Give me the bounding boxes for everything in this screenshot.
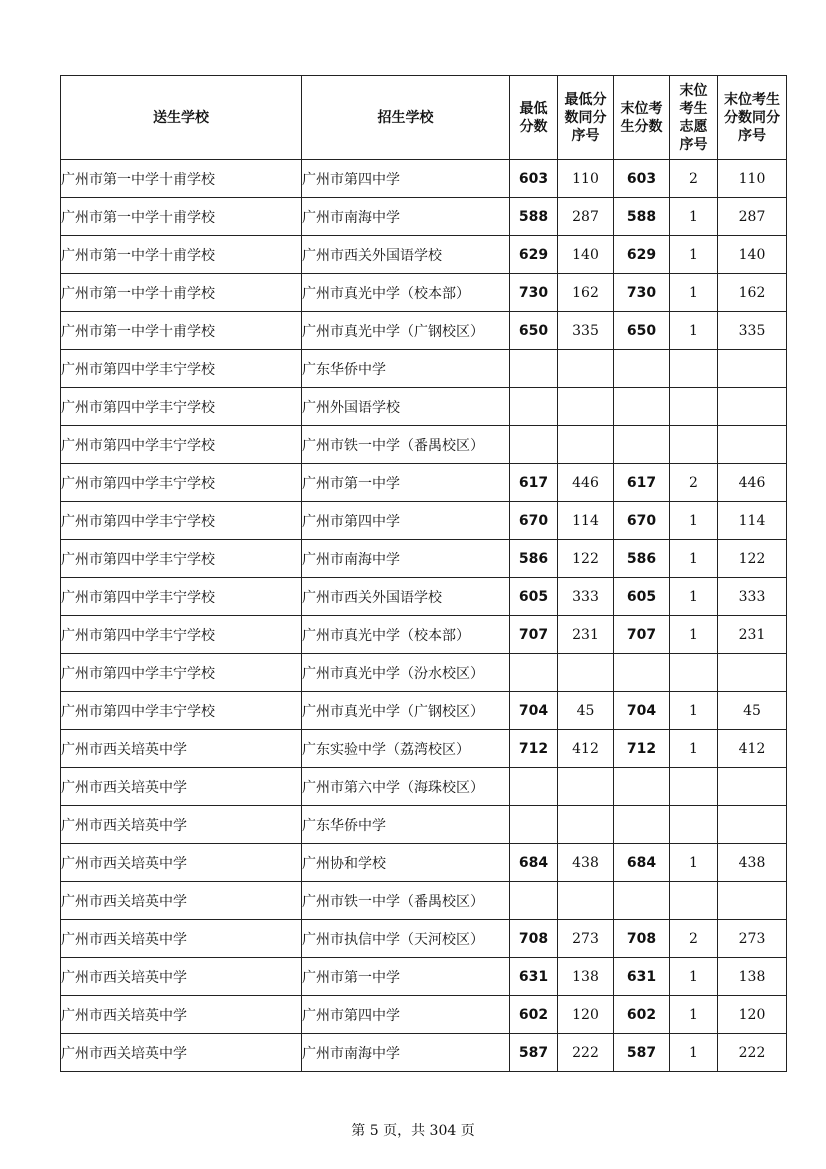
- sending-school-cell: 广州市西关培英中学: [61, 844, 302, 882]
- table-row: [61, 920, 787, 958]
- sending-school-cell: 广州市西关培英中学: [61, 768, 302, 806]
- last-preference-cell: 2: [670, 920, 718, 958]
- sending-school-cell: 广州市西关培英中学: [61, 730, 302, 768]
- min-score-rank-cell: 45: [558, 692, 614, 730]
- last-score-rank-cell: 335: [718, 312, 787, 350]
- min-score-rank-cell: [558, 806, 614, 844]
- admitting-school-cell: 广东实验中学（荔湾校区）: [302, 730, 510, 768]
- sending-school-cell: 广州市第四中学丰宁学校: [61, 540, 302, 578]
- last-score-rank-cell: 287: [718, 198, 787, 236]
- min-score-cell: 629: [510, 236, 558, 274]
- last-preference-cell: 1: [670, 1034, 718, 1072]
- admitting-school-cell: 广州市西关外国语学校: [302, 236, 510, 274]
- admitting-school-cell: 广州市西关外国语学校: [302, 578, 510, 616]
- last-score-cell: [614, 768, 670, 806]
- min-score-cell: [510, 388, 558, 426]
- last-score-cell: [614, 388, 670, 426]
- min-score-rank-cell: 446: [558, 464, 614, 502]
- sending-school-cell: 广州市第四中学丰宁学校: [61, 616, 302, 654]
- table-row: [61, 160, 787, 198]
- sending-school-cell: 广州市西关培英中学: [61, 996, 302, 1034]
- min-score-cell: [510, 806, 558, 844]
- table-row: [61, 730, 787, 768]
- sending-school-cell: 广州市第一中学十甫学校: [61, 198, 302, 236]
- last-score-cell: 730: [614, 274, 670, 312]
- admitting-school-cell: 广州市铁一中学（番禺校区）: [302, 426, 510, 464]
- table-row: [61, 312, 787, 350]
- sending-school-cell: 广州市第四中学丰宁学校: [61, 350, 302, 388]
- min-score-rank-cell: 412: [558, 730, 614, 768]
- min-score-rank-cell: 138: [558, 958, 614, 996]
- last-score-rank-cell: [718, 882, 787, 920]
- last-preference-cell: 1: [670, 578, 718, 616]
- last-score-cell: 707: [614, 616, 670, 654]
- last-score-cell: 629: [614, 236, 670, 274]
- last-score-rank-cell: [718, 426, 787, 464]
- header-last-preference: 末位考生志愿序号: [670, 76, 718, 160]
- last-score-cell: 603: [614, 160, 670, 198]
- min-score-cell: [510, 768, 558, 806]
- last-preference-cell: 1: [670, 502, 718, 540]
- table-row: [61, 388, 787, 426]
- last-score-rank-cell: [718, 768, 787, 806]
- min-score-cell: 708: [510, 920, 558, 958]
- sending-school-cell: 广州市第一中学十甫学校: [61, 312, 302, 350]
- min-score-cell: 730: [510, 274, 558, 312]
- last-score-rank-cell: 273: [718, 920, 787, 958]
- admitting-school-cell: 广州市第四中学: [302, 502, 510, 540]
- last-score-rank-cell: [718, 388, 787, 426]
- admitting-school-cell: 广州协和学校: [302, 844, 510, 882]
- page-footer: 第 5 页，共 304 页: [351, 1123, 475, 1139]
- admitting-school-cell: 广州市第一中学: [302, 958, 510, 996]
- admitting-school-cell: 广州外国语学校: [302, 388, 510, 426]
- last-score-rank-cell: [718, 654, 787, 692]
- admitting-school-cell: 广东华侨中学: [302, 350, 510, 388]
- admitting-school-cell: 广州市真光中学（校本部）: [302, 616, 510, 654]
- last-score-cell: 587: [614, 1034, 670, 1072]
- min-score-cell: 712: [510, 730, 558, 768]
- header-last-score: 末位考生分数: [614, 76, 670, 160]
- last-preference-cell: [670, 768, 718, 806]
- table-row: [61, 464, 787, 502]
- min-score-cell: 617: [510, 464, 558, 502]
- last-score-rank-cell: [718, 350, 787, 388]
- min-score-cell: [510, 654, 558, 692]
- min-score-rank-cell: 335: [558, 312, 614, 350]
- last-preference-cell: [670, 388, 718, 426]
- min-score-rank-cell: 140: [558, 236, 614, 274]
- table-row: [61, 1034, 787, 1072]
- last-score-rank-cell: 162: [718, 274, 787, 312]
- last-score-cell: [614, 882, 670, 920]
- last-score-rank-cell: 446: [718, 464, 787, 502]
- sending-school-cell: 广州市第四中学丰宁学校: [61, 426, 302, 464]
- min-score-cell: 603: [510, 160, 558, 198]
- table-row: [61, 540, 787, 578]
- sending-school-cell: 广州市第四中学丰宁学校: [61, 464, 302, 502]
- table-row: [61, 996, 787, 1034]
- last-preference-cell: 1: [670, 844, 718, 882]
- last-score-cell: [614, 350, 670, 388]
- last-score-cell: 684: [614, 844, 670, 882]
- last-score-rank-cell: 222: [718, 1034, 787, 1072]
- last-score-cell: [614, 426, 670, 464]
- min-score-rank-cell: [558, 768, 614, 806]
- min-score-rank-cell: 231: [558, 616, 614, 654]
- last-score-cell: 650: [614, 312, 670, 350]
- table-row: [61, 958, 787, 996]
- sending-school-cell: 广州市第一中学十甫学校: [61, 160, 302, 198]
- min-score-rank-cell: 438: [558, 844, 614, 882]
- admitting-school-cell: 广州市真光中学（广钢校区）: [302, 692, 510, 730]
- last-score-rank-cell: 122: [718, 540, 787, 578]
- last-preference-cell: 1: [670, 540, 718, 578]
- header-last-score-rank: 末位考生分数同分序号: [718, 76, 787, 160]
- header-sending-school: 送生学校: [61, 76, 302, 160]
- last-preference-cell: 1: [670, 312, 718, 350]
- min-score-rank-cell: 273: [558, 920, 614, 958]
- admitting-school-cell: 广州市第一中学: [302, 464, 510, 502]
- table-row: [61, 578, 787, 616]
- sending-school-cell: 广州市西关培英中学: [61, 806, 302, 844]
- last-score-cell: 708: [614, 920, 670, 958]
- last-preference-cell: 1: [670, 236, 718, 274]
- last-preference-cell: [670, 426, 718, 464]
- last-preference-cell: [670, 654, 718, 692]
- min-score-rank-cell: 114: [558, 502, 614, 540]
- last-score-rank-cell: 438: [718, 844, 787, 882]
- min-score-cell: 587: [510, 1034, 558, 1072]
- last-score-rank-cell: 45: [718, 692, 787, 730]
- table-row: [61, 502, 787, 540]
- min-score-rank-cell: [558, 350, 614, 388]
- admitting-school-cell: 广州市南海中学: [302, 198, 510, 236]
- last-score-rank-cell: 231: [718, 616, 787, 654]
- last-score-rank-cell: 138: [718, 958, 787, 996]
- last-score-cell: 602: [614, 996, 670, 1034]
- last-score-cell: 586: [614, 540, 670, 578]
- min-score-cell: 670: [510, 502, 558, 540]
- admitting-school-cell: 广州市真光中学（广钢校区）: [302, 312, 510, 350]
- table-row: [61, 692, 787, 730]
- min-score-rank-cell: 110: [558, 160, 614, 198]
- last-score-rank-cell: 333: [718, 578, 787, 616]
- last-preference-cell: 1: [670, 274, 718, 312]
- last-score-cell: 588: [614, 198, 670, 236]
- table-row: [61, 236, 787, 274]
- header-admitting-school: 招生学校: [302, 76, 510, 160]
- sending-school-cell: 广州市西关培英中学: [61, 882, 302, 920]
- last-preference-cell: 1: [670, 730, 718, 768]
- header-min-score: 最低分数: [510, 76, 558, 160]
- last-preference-cell: [670, 806, 718, 844]
- sending-school-cell: 广州市第一中学十甫学校: [61, 274, 302, 312]
- last-score-cell: 670: [614, 502, 670, 540]
- admitting-school-cell: 广州市真光中学（汾水校区）: [302, 654, 510, 692]
- min-score-cell: 707: [510, 616, 558, 654]
- last-score-cell: 712: [614, 730, 670, 768]
- table-row: [61, 350, 787, 388]
- last-preference-cell: 2: [670, 160, 718, 198]
- sending-school-cell: 广州市第四中学丰宁学校: [61, 692, 302, 730]
- header-min-score-rank: 最低分数同分序号: [558, 76, 614, 160]
- min-score-cell: 704: [510, 692, 558, 730]
- last-score-rank-cell: [718, 806, 787, 844]
- admitting-school-cell: 广州市执信中学（天河校区）: [302, 920, 510, 958]
- sending-school-cell: 广州市西关培英中学: [61, 1034, 302, 1072]
- admitting-school-cell: 广州市第六中学（海珠校区）: [302, 768, 510, 806]
- sending-school-cell: 广州市第四中学丰宁学校: [61, 578, 302, 616]
- min-score-rank-cell: [558, 388, 614, 426]
- last-preference-cell: [670, 882, 718, 920]
- min-score-rank-cell: 287: [558, 198, 614, 236]
- min-score-cell: [510, 350, 558, 388]
- admission-table: [60, 75, 787, 1072]
- table-row: [61, 806, 787, 844]
- last-score-rank-cell: 120: [718, 996, 787, 1034]
- sending-school-cell: 广州市第四中学丰宁学校: [61, 654, 302, 692]
- min-score-cell: 684: [510, 844, 558, 882]
- last-score-cell: [614, 806, 670, 844]
- admitting-school-cell: 广州市南海中学: [302, 1034, 510, 1072]
- admitting-school-cell: 广州市第四中学: [302, 996, 510, 1034]
- table-row: [61, 844, 787, 882]
- min-score-cell: 650: [510, 312, 558, 350]
- table-row: [61, 426, 787, 464]
- sending-school-cell: 广州市西关培英中学: [61, 958, 302, 996]
- min-score-cell: 602: [510, 996, 558, 1034]
- last-preference-cell: 1: [670, 198, 718, 236]
- table-row: [61, 274, 787, 312]
- last-score-cell: 605: [614, 578, 670, 616]
- admitting-school-cell: 广东华侨中学: [302, 806, 510, 844]
- table-body: [61, 160, 787, 1072]
- min-score-cell: [510, 426, 558, 464]
- last-preference-cell: 2: [670, 464, 718, 502]
- min-score-rank-cell: [558, 426, 614, 464]
- min-score-cell: [510, 882, 558, 920]
- min-score-cell: 588: [510, 198, 558, 236]
- last-preference-cell: 1: [670, 616, 718, 654]
- last-score-cell: 617: [614, 464, 670, 502]
- last-preference-cell: 1: [670, 996, 718, 1034]
- last-score-rank-cell: 114: [718, 502, 787, 540]
- admitting-school-cell: 广州市南海中学: [302, 540, 510, 578]
- min-score-rank-cell: 120: [558, 996, 614, 1034]
- min-score-rank-cell: 222: [558, 1034, 614, 1072]
- table-row: [61, 768, 787, 806]
- sending-school-cell: 广州市西关培英中学: [61, 920, 302, 958]
- last-score-rank-cell: 140: [718, 236, 787, 274]
- last-preference-cell: 1: [670, 958, 718, 996]
- last-score-rank-cell: 412: [718, 730, 787, 768]
- table-row: [61, 616, 787, 654]
- last-preference-cell: 1: [670, 692, 718, 730]
- min-score-cell: 586: [510, 540, 558, 578]
- min-score-rank-cell: 333: [558, 578, 614, 616]
- admitting-school-cell: 广州市铁一中学（番禺校区）: [302, 882, 510, 920]
- min-score-rank-cell: 162: [558, 274, 614, 312]
- min-score-cell: 605: [510, 578, 558, 616]
- sending-school-cell: 广州市第一中学十甫学校: [61, 236, 302, 274]
- last-score-rank-cell: 110: [718, 160, 787, 198]
- last-score-cell: 631: [614, 958, 670, 996]
- min-score-rank-cell: 122: [558, 540, 614, 578]
- table-row: [61, 654, 787, 692]
- sending-school-cell: 广州市第四中学丰宁学校: [61, 502, 302, 540]
- min-score-cell: 631: [510, 958, 558, 996]
- min-score-rank-cell: [558, 654, 614, 692]
- sending-school-cell: 广州市第四中学丰宁学校: [61, 388, 302, 426]
- last-score-cell: [614, 654, 670, 692]
- last-preference-cell: [670, 350, 718, 388]
- header-row: [61, 76, 787, 160]
- admitting-school-cell: 广州市真光中学（校本部）: [302, 274, 510, 312]
- admitting-school-cell: 广州市第四中学: [302, 160, 510, 198]
- table-row: [61, 882, 787, 920]
- last-score-cell: 704: [614, 692, 670, 730]
- table-row: [61, 198, 787, 236]
- min-score-rank-cell: [558, 882, 614, 920]
